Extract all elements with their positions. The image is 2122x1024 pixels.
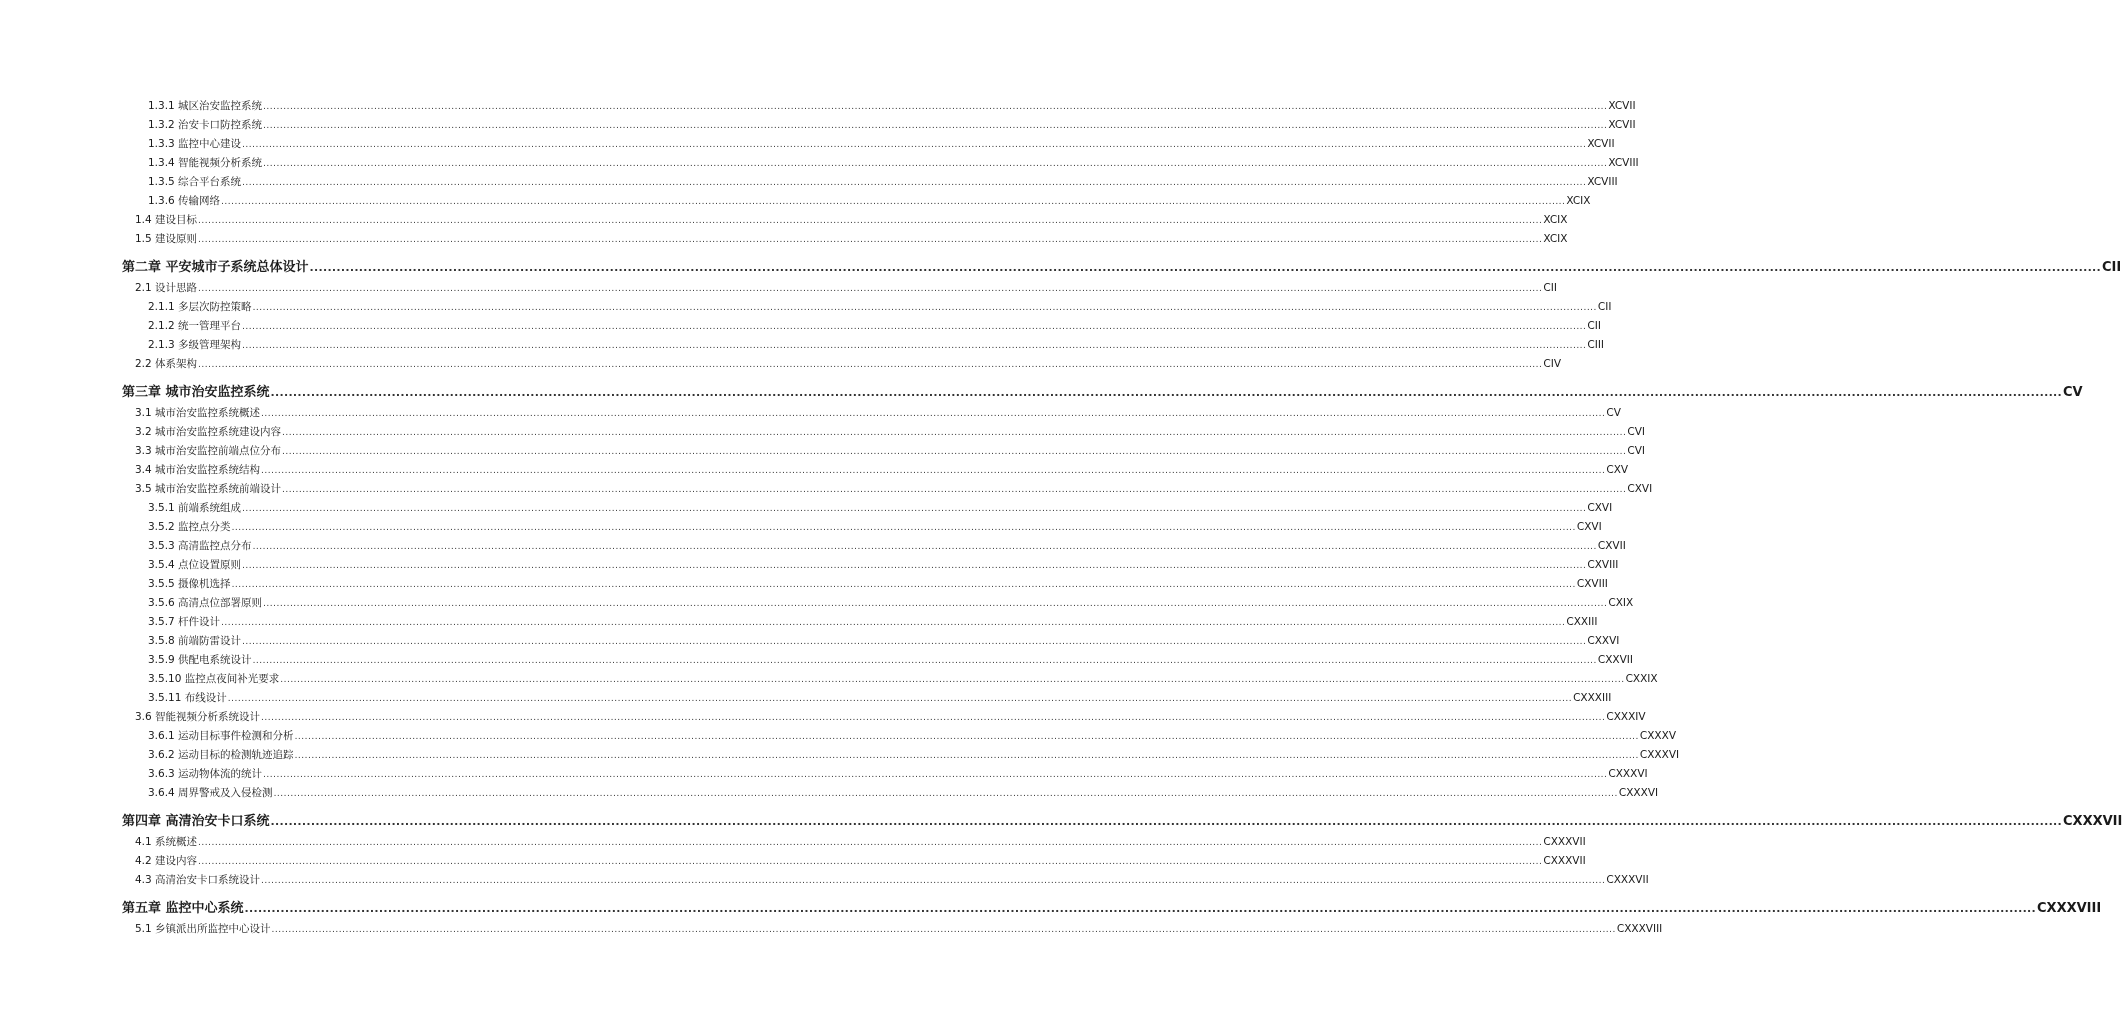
toc-page-number: XCVII	[1608, 100, 1636, 112]
toc-entry[interactable]	[135, 212, 1568, 230]
dot-leader: ................................................................................................................................................................................................................................................................................................................................................................................................................	[273, 789, 1618, 799]
toc-entry[interactable]	[148, 98, 1636, 116]
toc-page-number: XCVIII	[1587, 176, 1618, 188]
toc-page-number: XCIX	[1543, 233, 1568, 245]
toc-entry[interactable]	[148, 576, 1608, 594]
toc-chapter[interactable]	[122, 256, 2122, 278]
toc-page-number: CXXXVIII	[1616, 923, 1663, 935]
toc-chapter[interactable]	[122, 897, 2102, 919]
toc-title: 3.4 城市治安监控系统结构	[135, 464, 261, 476]
toc-page-number: CXXVII	[1597, 654, 1634, 666]
toc-title: 3.2 城市治安监控系统建设内容	[135, 426, 282, 438]
toc-entry[interactable]	[148, 595, 1634, 613]
toc-title: 1.3.1 城区治安监控系统	[148, 100, 263, 112]
toc-page-number: CXVI	[1587, 502, 1613, 514]
toc-title: 1.3.4 智能视频分析系统	[148, 157, 263, 169]
dot-leader: ................................................................................................................................................................................................................................................................................................................................................................................................................	[261, 466, 1606, 476]
toc-title: 第四章 高清治安卡口系统	[122, 814, 270, 829]
toc-entry[interactable]	[148, 728, 1676, 746]
dot-leader: ................................................................................................................................................................................................................................................................................................................................................................................................................	[244, 902, 2037, 915]
toc-page-number: CXXVI	[1587, 635, 1620, 647]
toc-entry[interactable]	[135, 834, 1586, 852]
dot-leader: ................................................................................................................................................................................................................................................................................................................................................................................................................	[198, 216, 1543, 226]
toc-title: 2.1.2 统一管理平台	[148, 320, 242, 332]
toc-entry[interactable]	[148, 766, 1648, 784]
toc-entry[interactable]	[148, 690, 1612, 708]
toc-entry[interactable]	[148, 538, 1626, 556]
toc-title: 1.5 建设原则	[135, 233, 198, 245]
toc-entry[interactable]	[135, 872, 1649, 890]
toc-entry[interactable]	[148, 614, 1598, 632]
dot-leader: ................................................................................................................................................................................................................................................................................................................................................................................................................	[198, 284, 1543, 294]
toc-title: 5.1 乡镇派出所监控中心设计	[135, 923, 271, 935]
toc-title: 4.2 建设内容	[135, 855, 198, 867]
dot-leader: ................................................................................................................................................................................................................................................................................................................................................................................................................	[198, 838, 1543, 848]
dot-leader: ................................................................................................................................................................................................................................................................................................................................................................................................................	[242, 561, 1587, 571]
dot-leader: ................................................................................................................................................................................................................................................................................................................................................................................................................	[242, 341, 1587, 351]
toc-page-number: CXVI	[1627, 483, 1653, 495]
dot-leader: ................................................................................................................................................................................................................................................................................................................................................................................................................	[252, 542, 1597, 552]
toc-entry[interactable]	[148, 652, 1634, 670]
toc-entry[interactable]	[135, 921, 1663, 939]
toc-entry[interactable]	[148, 500, 1613, 518]
toc-title: 3.5.2 监控点分类	[148, 521, 231, 533]
toc-entry[interactable]	[148, 318, 1601, 336]
dot-leader: ................................................................................................................................................................................................................................................................................................................................................................................................................	[242, 322, 1587, 332]
dot-leader: ................................................................................................................................................................................................................................................................................................................................................................................................................	[282, 428, 1627, 438]
toc-title: 3.6.4 周界警戒及入侵检测	[148, 787, 273, 799]
dot-leader: ................................................................................................................................................................................................................................................................................................................................................................................................................	[263, 159, 1608, 169]
toc-title: 3.5.1 前端系统组成	[148, 502, 242, 514]
toc-entry[interactable]	[148, 747, 1680, 765]
toc-page-number: CXXXVI	[1618, 787, 1659, 799]
toc-entry[interactable]	[148, 337, 1605, 355]
toc-page-number: XCIX	[1543, 214, 1568, 226]
dot-leader: ................................................................................................................................................................................................................................................................................................................................................................................................................	[282, 485, 1627, 495]
dot-leader: ................................................................................................................................................................................................................................................................................................................................................................................................................	[221, 197, 1566, 207]
toc-title: 2.1.3 多级管理架构	[148, 339, 242, 351]
toc-title: 3.5.8 前端防雷设计	[148, 635, 242, 647]
toc-title: 3.5.6 高清点位部署原则	[148, 597, 263, 609]
toc-entry[interactable]	[148, 671, 1658, 689]
dot-leader: ................................................................................................................................................................................................................................................................................................................................................................................................................	[282, 447, 1627, 457]
toc-page-number: CII	[1597, 301, 1612, 313]
toc-page-number: CXXXIV	[1606, 711, 1646, 723]
toc-page-number: XCVII	[1587, 138, 1615, 150]
toc-entry[interactable]	[135, 424, 1646, 442]
toc-title: 3.5.5 摄像机选择	[148, 578, 231, 590]
toc-title: 2.2 体系架构	[135, 358, 198, 370]
toc-entry[interactable]	[148, 519, 1602, 537]
dot-leader: ................................................................................................................................................................................................................................................................................................................................................................................................................	[242, 140, 1587, 150]
dot-leader: ................................................................................................................................................................................................................................................................................................................................................................................................................	[242, 504, 1587, 514]
toc-title: 3.6.2 运动目标的检测轨迹追踪	[148, 749, 294, 761]
dot-leader: ................................................................................................................................................................................................................................................................................................................................................................................................................	[198, 360, 1543, 370]
toc-page-number: XCIX	[1566, 195, 1591, 207]
toc-entry[interactable]	[135, 481, 1653, 499]
toc-page-number: CXVIII	[1576, 578, 1608, 590]
toc-page-number: CXXXVIII	[2037, 901, 2102, 916]
dot-leader: ................................................................................................................................................................................................................................................................................................................................................................................................................	[261, 409, 1606, 419]
dot-leader: ................................................................................................................................................................................................................................................................................................................................................................................................................	[242, 637, 1587, 647]
toc-entry[interactable]	[148, 633, 1620, 651]
dot-leader: ................................................................................................................................................................................................................................................................................................................................................................................................................	[294, 732, 1639, 742]
dot-leader: ................................................................................................................................................................................................................................................................................................................................................................................................................	[261, 713, 1606, 723]
toc-title: 3.5.9 供配电系统设计	[148, 654, 252, 666]
toc-title: 3.5.10 监控点夜间补光要求	[148, 673, 280, 685]
toc-page-number: CXXXVII	[1543, 855, 1586, 867]
dot-leader: ................................................................................................................................................................................................................................................................................................................................................................................................................	[198, 235, 1543, 245]
toc-entry[interactable]	[148, 557, 1619, 575]
toc-entry[interactable]	[135, 853, 1586, 871]
dot-leader: ................................................................................................................................................................................................................................................................................................................................................................................................................	[227, 694, 1573, 704]
toc-title: 第五章 监控中心系统	[122, 901, 244, 916]
dot-leader: ................................................................................................................................................................................................................................................................................................................................................................................................................	[231, 580, 1576, 590]
dot-leader: ................................................................................................................................................................................................................................................................................................................................................................................................................	[280, 675, 1625, 685]
toc-entry[interactable]	[135, 280, 1557, 298]
toc-title: 1.4 建设目标	[135, 214, 198, 226]
toc-page-number: CXXXVI	[1639, 749, 1680, 761]
toc-entry[interactable]	[148, 299, 1612, 317]
dot-leader: ................................................................................................................................................................................................................................................................................................................................................................................................................	[263, 102, 1608, 112]
toc-title: 3.6 智能视频分析系统设计	[135, 711, 261, 723]
toc-page-number: CV	[1606, 407, 1621, 419]
dot-leader: ................................................................................................................................................................................................................................................................................................................................................................................................................	[271, 925, 1616, 935]
toc-title: 4.1 系统概述	[135, 836, 198, 848]
toc-entry[interactable]	[148, 174, 1618, 192]
toc-page-number: CXVI	[1576, 521, 1602, 533]
toc-page-number: CV	[2063, 385, 2083, 400]
toc-entry[interactable]	[148, 117, 1636, 135]
toc-page-number: XCVII	[1608, 119, 1636, 131]
toc-title: 3.6.1 运动目标事件检测和分析	[148, 730, 294, 742]
toc-page-number: CXIX	[1608, 597, 1634, 609]
toc-page-number: XCVIII	[1608, 157, 1639, 169]
toc-page-number: CXXXVI	[1608, 768, 1648, 780]
toc-page-number: CXXXIII	[1573, 692, 1612, 704]
toc-entry[interactable]	[135, 709, 1646, 727]
toc-title: 4.3 高清治安卡口系统设计	[135, 874, 261, 886]
toc-entry[interactable]	[148, 785, 1659, 803]
toc-entry[interactable]	[135, 462, 1629, 480]
toc-title: 1.3.5 综合平台系统	[148, 176, 242, 188]
toc-page-number: CIII	[1587, 339, 1605, 351]
dot-leader: ................................................................................................................................................................................................................................................................................................................................................................................................................	[221, 618, 1566, 628]
toc-title: 2.1 设计思路	[135, 282, 198, 294]
dot-leader: ................................................................................................................................................................................................................................................................................................................................................................................................................	[263, 121, 1608, 131]
toc-title: 3.5.11 布线设计	[148, 692, 227, 704]
toc-page-number: CIV	[1543, 358, 1562, 370]
dot-leader: ................................................................................................................................................................................................................................................................................................................................................................................................................	[198, 857, 1543, 867]
dot-leader: ................................................................................................................................................................................................................................................................................................................................................................................................................	[263, 770, 1608, 780]
toc-title: 3.5.7 杆件设计	[148, 616, 221, 628]
dot-leader: ................................................................................................................................................................................................................................................................................................................................................................................................................	[261, 876, 1606, 886]
toc-title: 3.6.3 运动物体流的统计	[148, 768, 263, 780]
toc-entry[interactable]	[135, 356, 1562, 374]
toc-entry[interactable]	[135, 405, 1621, 423]
toc-entry[interactable]	[148, 155, 1639, 173]
dot-leader: ................................................................................................................................................................................................................................................................................................................................................................................................................	[270, 386, 2063, 399]
toc-page-number: CXVII	[1597, 540, 1626, 552]
toc-page-number: CVI	[1627, 445, 1646, 457]
toc-entry[interactable]	[135, 231, 1568, 249]
toc-page-number: CII	[2102, 260, 2122, 275]
dot-leader: ................................................................................................................................................................................................................................................................................................................................................................................................................	[309, 261, 2102, 274]
toc-title: 1.3.6 传输网络	[148, 195, 221, 207]
toc-page-number: CXXIX	[1625, 673, 1658, 685]
dot-leader: ................................................................................................................................................................................................................................................................................................................................................................................................................	[252, 656, 1597, 666]
dot-leader: ................................................................................................................................................................................................................................................................................................................................................................................................................	[252, 303, 1597, 313]
toc-title: 第三章 城市治安监控系统	[122, 385, 270, 400]
toc-title: 3.5 城市治安监控系统前端设计	[135, 483, 282, 495]
toc-title: 第二章 平安城市子系统总体设计	[122, 260, 309, 275]
toc-title: 3.5.3 高清监控点分布	[148, 540, 252, 552]
toc-title: 3.3 城市治安监控前端点位分布	[135, 445, 282, 457]
toc-title: 1.3.3 监控中心建设	[148, 138, 242, 150]
toc-page-number: CII	[1543, 282, 1557, 294]
toc-title: 3.1 城市治安监控系统概述	[135, 407, 261, 419]
toc-title: 3.5.4 点位设置原则	[148, 559, 242, 571]
toc-page-number: CXXXVII	[1543, 836, 1586, 848]
toc-chapter[interactable]	[122, 810, 2122, 832]
toc-page-number: CXVIII	[1587, 559, 1619, 571]
dot-leader: ................................................................................................................................................................................................................................................................................................................................................................................................................	[242, 178, 1587, 188]
toc-page-number: CXXXVII	[2063, 814, 2122, 829]
toc-entry[interactable]	[135, 443, 1646, 461]
toc-title: 2.1.1 多层次防控策略	[148, 301, 252, 313]
toc-chapter[interactable]	[122, 381, 2083, 403]
toc-title: 1.3.2 治安卡口防控系统	[148, 119, 263, 131]
dot-leader: ................................................................................................................................................................................................................................................................................................................................................................................................................	[231, 523, 1576, 533]
toc-entry[interactable]	[148, 193, 1591, 211]
toc-page-number: CXXXVII	[1606, 874, 1649, 886]
dot-leader: ................................................................................................................................................................................................................................................................................................................................................................................................................	[263, 599, 1608, 609]
toc-page-number: CII	[1587, 320, 1601, 332]
toc-page-number: CVI	[1627, 426, 1646, 438]
toc-entry[interactable]	[148, 136, 1615, 154]
toc-page-number: CXV	[1606, 464, 1629, 476]
dot-leader: ................................................................................................................................................................................................................................................................................................................................................................................................................	[270, 815, 2063, 828]
toc-page-number: CXXIII	[1566, 616, 1598, 628]
dot-leader: ................................................................................................................................................................................................................................................................................................................................................................................................................	[294, 751, 1639, 761]
toc-page-number: CXXXV	[1639, 730, 1676, 742]
